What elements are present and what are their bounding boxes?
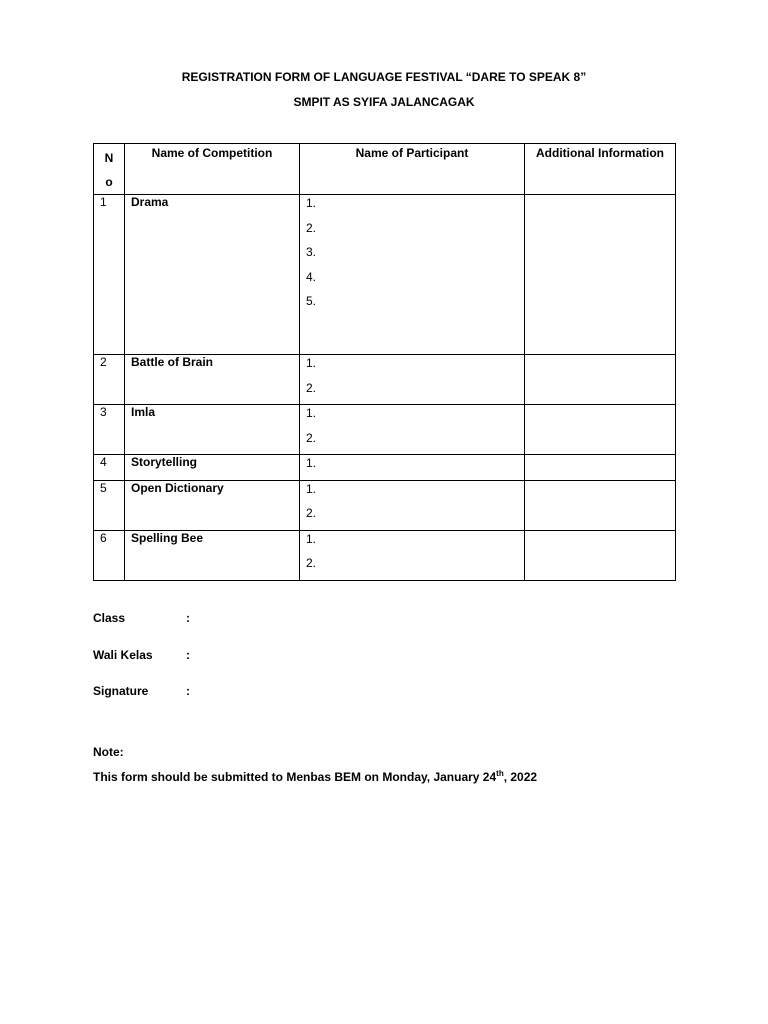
participant-slot[interactable]: 1. <box>306 481 317 496</box>
class-label: Class <box>93 611 126 625</box>
row-number: 1 <box>94 195 125 355</box>
table-row <box>94 195 676 355</box>
participant-cell[interactable] <box>300 355 525 405</box>
signature-field <box>93 684 190 698</box>
participant-slot[interactable]: 1. <box>306 196 317 210</box>
note-text: This form should be submitted to Menbas BEM on Monday, January 24th, 2022 <box>93 769 538 784</box>
participant-slot[interactable]: 4. <box>306 269 317 284</box>
participant-slot[interactable]: 2. <box>306 220 317 235</box>
competition-name: Imla <box>125 405 300 455</box>
table-header-row <box>94 144 676 195</box>
table-row <box>94 355 676 405</box>
table-row <box>94 480 676 530</box>
participant-slot[interactable]: 5. <box>306 294 317 308</box>
additional-info-cell[interactable] <box>525 480 676 530</box>
table-row <box>94 455 676 481</box>
form-title: REGISTRATION FORM OF LANGUAGE FESTIVAL “DARE TO SPEAK 8” <box>181 70 587 84</box>
participant-slot[interactable]: 3. <box>306 245 317 259</box>
participant-cell[interactable] <box>300 455 525 481</box>
competition-name: Battle of Brain <box>125 355 300 405</box>
table-row <box>94 405 676 455</box>
row-number: 3 <box>94 405 125 455</box>
participant-slot[interactable]: 2. <box>306 380 317 395</box>
competition-name: Storytelling <box>125 455 300 481</box>
competition-name: Drama <box>125 195 300 355</box>
participant-cell[interactable] <box>300 480 525 530</box>
participant-slot[interactable]: 1. <box>306 531 317 546</box>
school-name: SMPIT AS SYIFA JALANCAGAK <box>293 95 475 109</box>
note-heading: Note: <box>93 745 124 759</box>
wali-kelas-label: Wali Kelas <box>93 648 153 662</box>
additional-info-cell[interactable] <box>525 455 676 481</box>
row-number: 6 <box>94 530 125 580</box>
competition-name: Open Dictionary <box>125 480 300 530</box>
header-info: Additional Information <box>525 144 676 195</box>
registration-table <box>93 143 676 581</box>
participant-slot[interactable]: 1. <box>306 356 317 370</box>
competition-name: Spelling Bee <box>125 530 300 580</box>
participant-slot[interactable]: 2. <box>306 430 317 445</box>
row-number: 5 <box>94 480 125 530</box>
row-number: 4 <box>94 455 125 481</box>
participant-slot[interactable]: 2. <box>306 506 317 520</box>
additional-info-cell[interactable] <box>525 530 676 580</box>
additional-info-cell[interactable] <box>525 195 676 355</box>
wali-kelas-field <box>93 648 190 662</box>
additional-info-cell[interactable] <box>525 405 676 455</box>
class-colon: : <box>186 611 190 625</box>
header-competition: Name of Competition <box>125 144 300 195</box>
wali-kelas-colon: : <box>186 648 190 662</box>
header-no: N o <box>94 144 125 195</box>
table-row <box>94 530 676 580</box>
row-number: 2 <box>94 355 125 405</box>
class-field <box>93 611 190 625</box>
participant-slot[interactable]: 1. <box>306 456 317 470</box>
participant-cell[interactable] <box>300 195 525 355</box>
participant-slot[interactable]: 1. <box>306 406 317 420</box>
signature-colon: : <box>186 684 190 698</box>
participant-cell[interactable] <box>300 530 525 580</box>
participant-cell[interactable] <box>300 405 525 455</box>
participant-slot[interactable]: 2. <box>306 556 317 570</box>
signature-label: Signature <box>93 684 149 698</box>
additional-info-cell[interactable] <box>525 355 676 405</box>
header-participant: Name of Participant <box>300 144 525 195</box>
